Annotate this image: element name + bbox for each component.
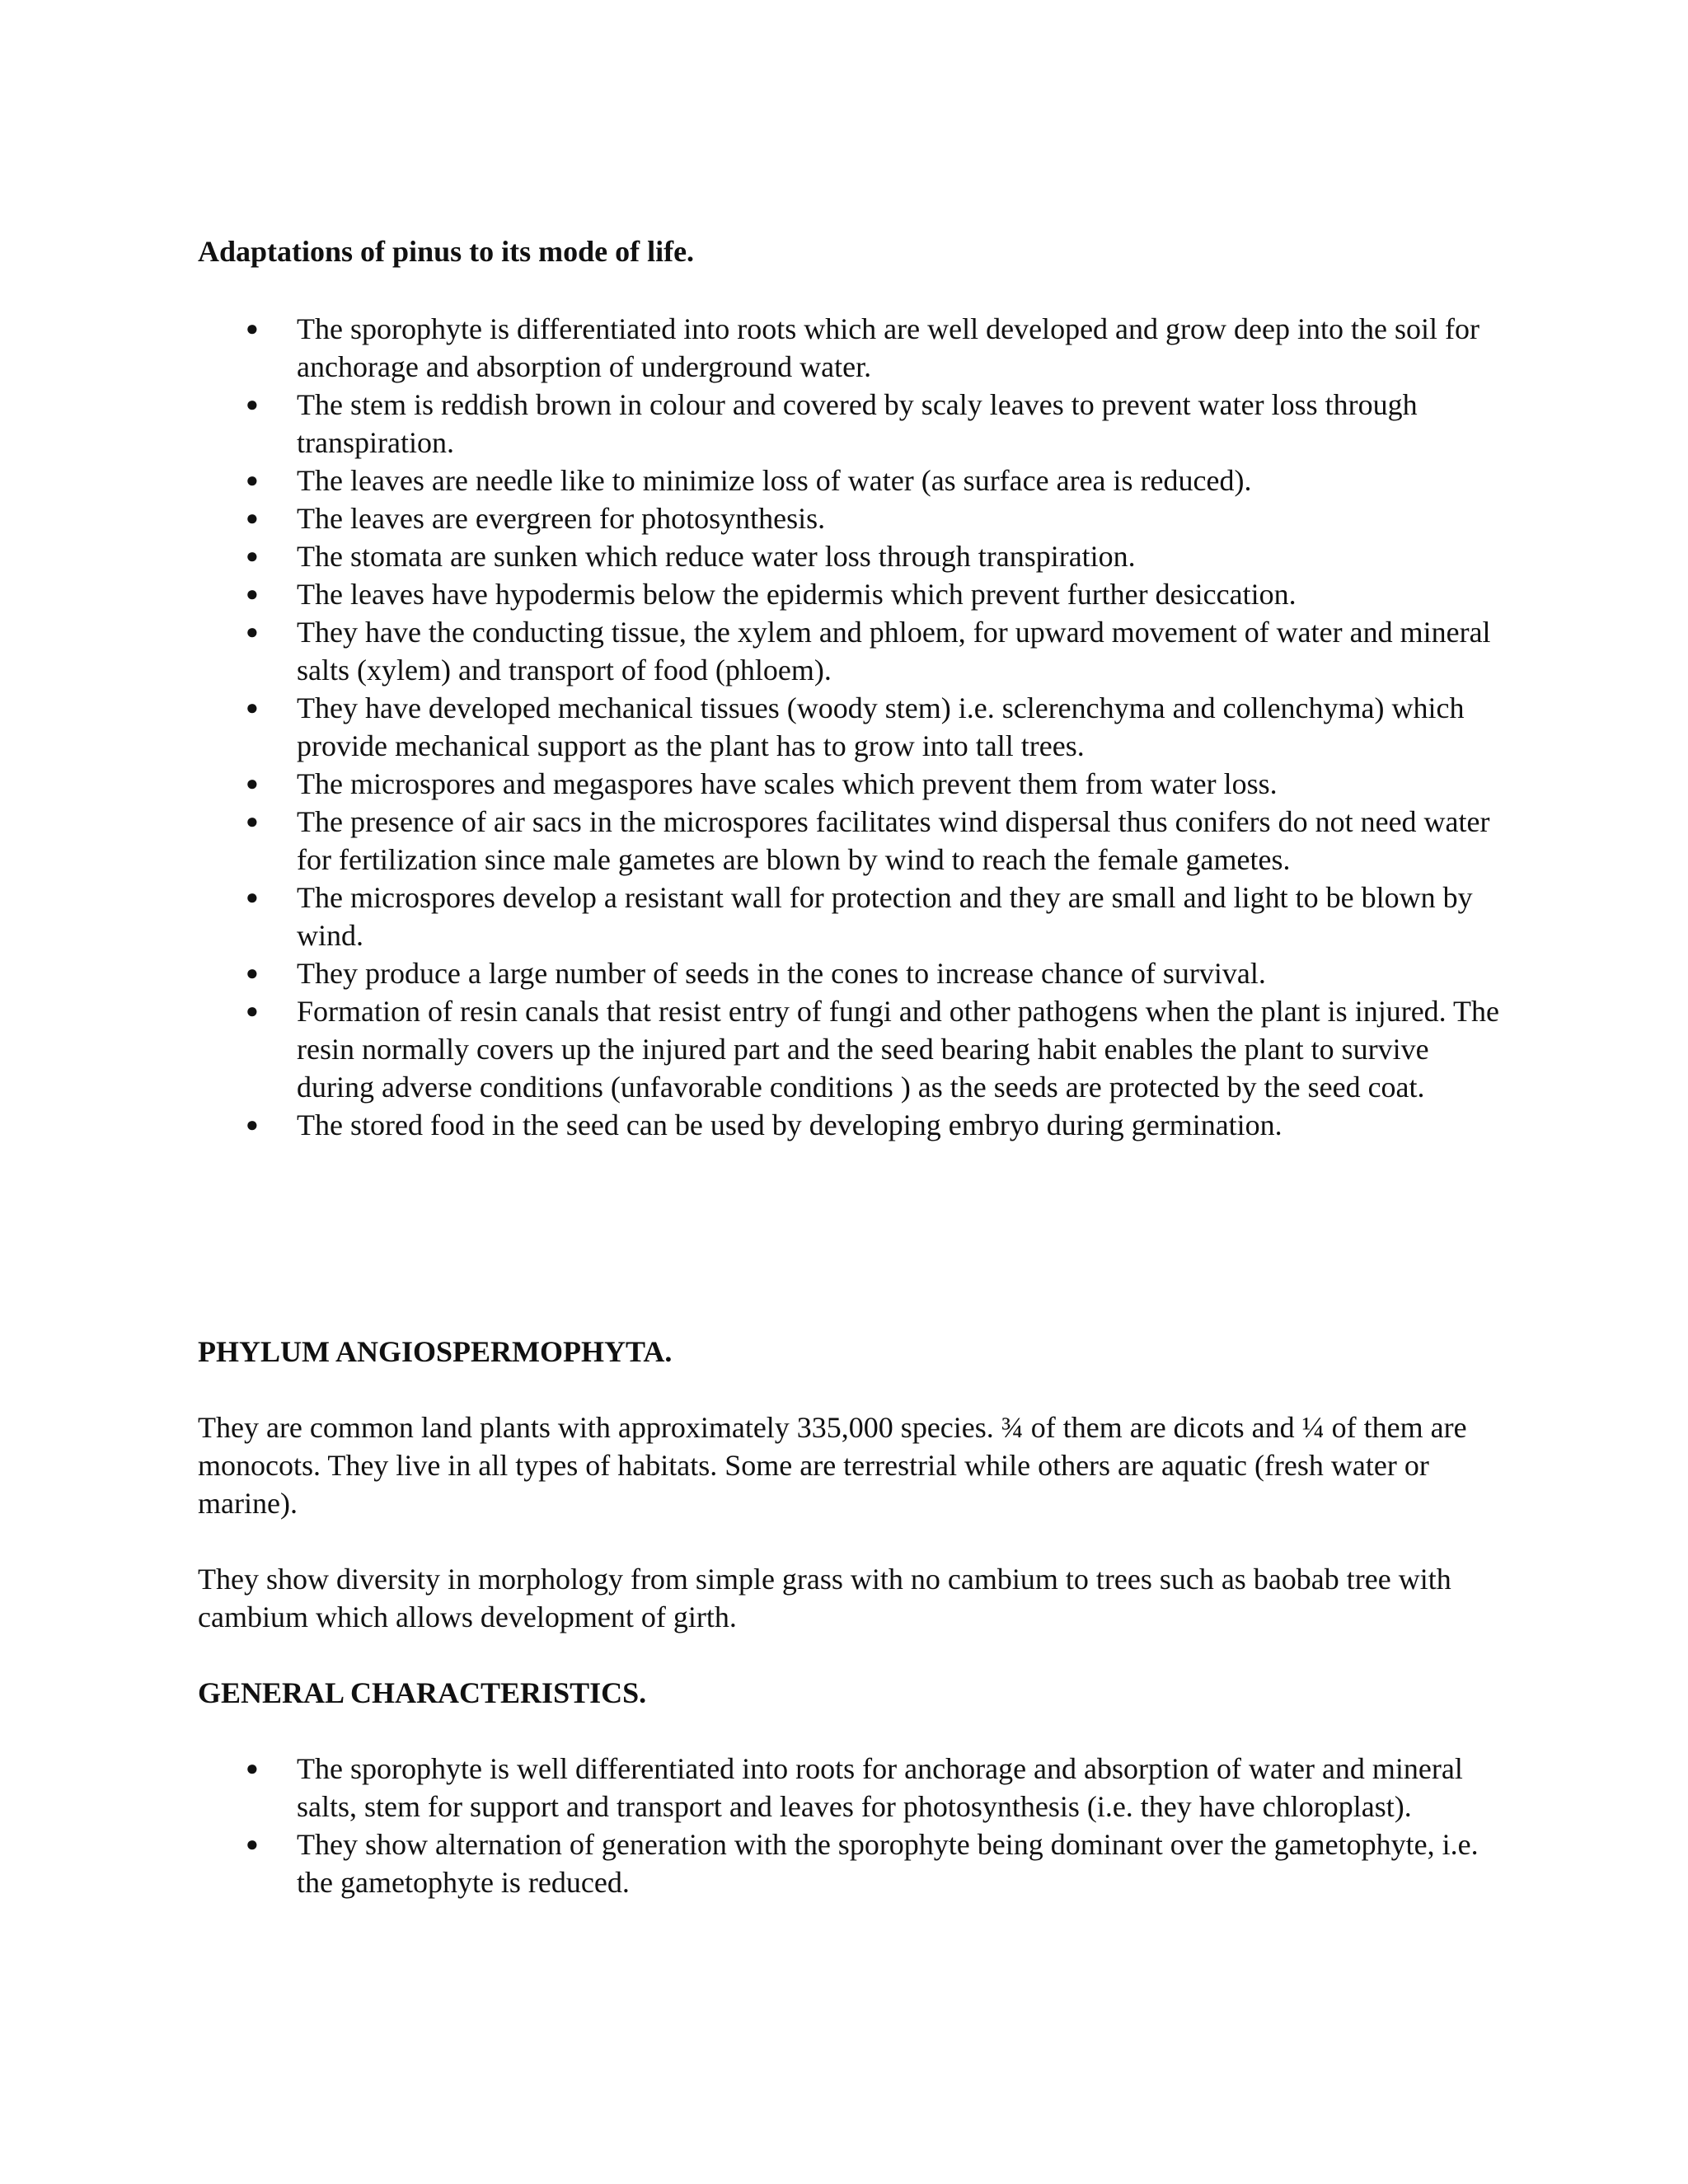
- list-item: [198, 462, 1500, 499]
- list-item: [198, 386, 1500, 462]
- list-item: [198, 575, 1500, 613]
- bullet-icon: ●: [246, 316, 259, 340]
- general-characteristics-heading: GENERAL CHARACTERISTICS.: [198, 1676, 647, 1709]
- list-item: [198, 537, 1500, 575]
- pinus-heading: Adaptations of pinus to its mode of life.: [198, 235, 695, 268]
- list-item: [198, 765, 1500, 803]
- bullet-icon: ●: [246, 885, 259, 909]
- list-item-text: The sporophyte is differentiated into roots which are well developed and grow deep into the soil for anchorage and absorption of underground water.: [297, 312, 1479, 383]
- bullet-icon: ●: [246, 506, 259, 530]
- bullet-icon: ●: [246, 582, 259, 606]
- list-item: [198, 992, 1500, 1106]
- bullet-icon: ●: [246, 809, 259, 833]
- list-item-text: The stored food in the seed can be used by developing embryo during germination.: [297, 1108, 1282, 1141]
- list-item: [198, 310, 1500, 386]
- bullet-icon: ●: [246, 961, 259, 985]
- list-item: [198, 879, 1500, 954]
- bullet-icon: ●: [246, 999, 259, 1023]
- bullet-icon: ●: [246, 468, 259, 492]
- list-item: [198, 689, 1500, 765]
- list-item-text: The microspores develop a resistant wall for protection and they are small and light to be blown by wind.: [297, 881, 1473, 952]
- list-item-text: They have the conducting tissue, the xylem and phloem, for upward movement of water and mineral salts (xylem) and transport of food (phloem).: [297, 616, 1491, 687]
- bullet-icon: ●: [246, 696, 259, 719]
- phylum-paragraph-2: They show diversity in morphology from simple grass with no cambium to trees such as baobab tree with cambium which allows development of girth.: [198, 1563, 1451, 1633]
- list-item: [198, 499, 1500, 537]
- list-item-text: The leaves are evergreen for photosynthesis.: [297, 502, 826, 535]
- general-characteristics-list: [198, 1750, 1500, 1901]
- list-item-text: The leaves have hypodermis below the epidermis which prevent further desiccation.: [297, 578, 1296, 611]
- bullet-icon: ●: [246, 771, 259, 795]
- bullet-icon: ●: [246, 1113, 259, 1137]
- phylum-paragraph-1: They are common land plants with approximately 335,000 species. ¾ of them are dicots and ¼ of them are monocots. They live in all types of habitats. Some are terrestrial while others are aquatic (fresh water or marine).: [198, 1411, 1467, 1520]
- list-item: [198, 1750, 1500, 1825]
- list-item-text: The leaves are needle like to minimize loss of water (as surface area is reduced).: [297, 464, 1252, 497]
- list-item: [198, 1825, 1500, 1901]
- list-item-text: The sporophyte is well differentiated into roots for anchorage and absorption of water and mineral salts, stem for support and transport and leaves for photosynthesis (i.e. they have chloroplast).: [297, 1752, 1463, 1823]
- bullet-icon: ●: [246, 620, 259, 644]
- phylum-heading: PHYLUM ANGIOSPERMOPHYTA.: [198, 1335, 673, 1368]
- list-item-text: The stem is reddish brown in colour and covered by scaly leaves to prevent water loss through transpiration.: [297, 388, 1418, 459]
- list-item-text: They have developed mechanical tissues (woody stem) i.e. sclerenchyma and collenchyma) which provide mechanical support as the plant has to grow into tall trees.: [297, 691, 1465, 762]
- list-item: [198, 954, 1500, 992]
- list-item: [198, 613, 1500, 689]
- bullet-icon: ●: [246, 1756, 259, 1780]
- list-item-text: The stomata are sunken which reduce water loss through transpiration.: [297, 540, 1136, 573]
- list-item-text: Formation of resin canals that resist entry of fungi and other pathogens when the plant is injured. The resin normally covers up the injured part and the seed bearing habit enables the plant to survive during adverse conditions (unfavorable conditions ) as the seeds are protected by the seed coat.: [297, 995, 1499, 1104]
- list-item-text: They produce a large number of seeds in the cones to increase chance of survival.: [297, 957, 1266, 990]
- bullet-icon: ●: [246, 544, 259, 568]
- list-item: [198, 803, 1500, 879]
- list-item-text: The microspores and megaspores have scales which prevent them from water loss.: [297, 767, 1278, 800]
- list-item-text: The presence of air sacs in the microspores facilitates wind dispersal thus conifers do not need water for fertilization since male gametes are blown by wind to reach the female gametes.: [297, 805, 1490, 876]
- list-item: [198, 1106, 1500, 1144]
- bullet-icon: ●: [246, 1832, 259, 1856]
- list-item-text: They show alternation of generation with the sporophyte being dominant over the gametophyte, i.e. the gametophyte is reduced.: [297, 1828, 1479, 1899]
- pinus-adaptations-list: [198, 310, 1500, 1144]
- bullet-icon: ●: [246, 392, 259, 416]
